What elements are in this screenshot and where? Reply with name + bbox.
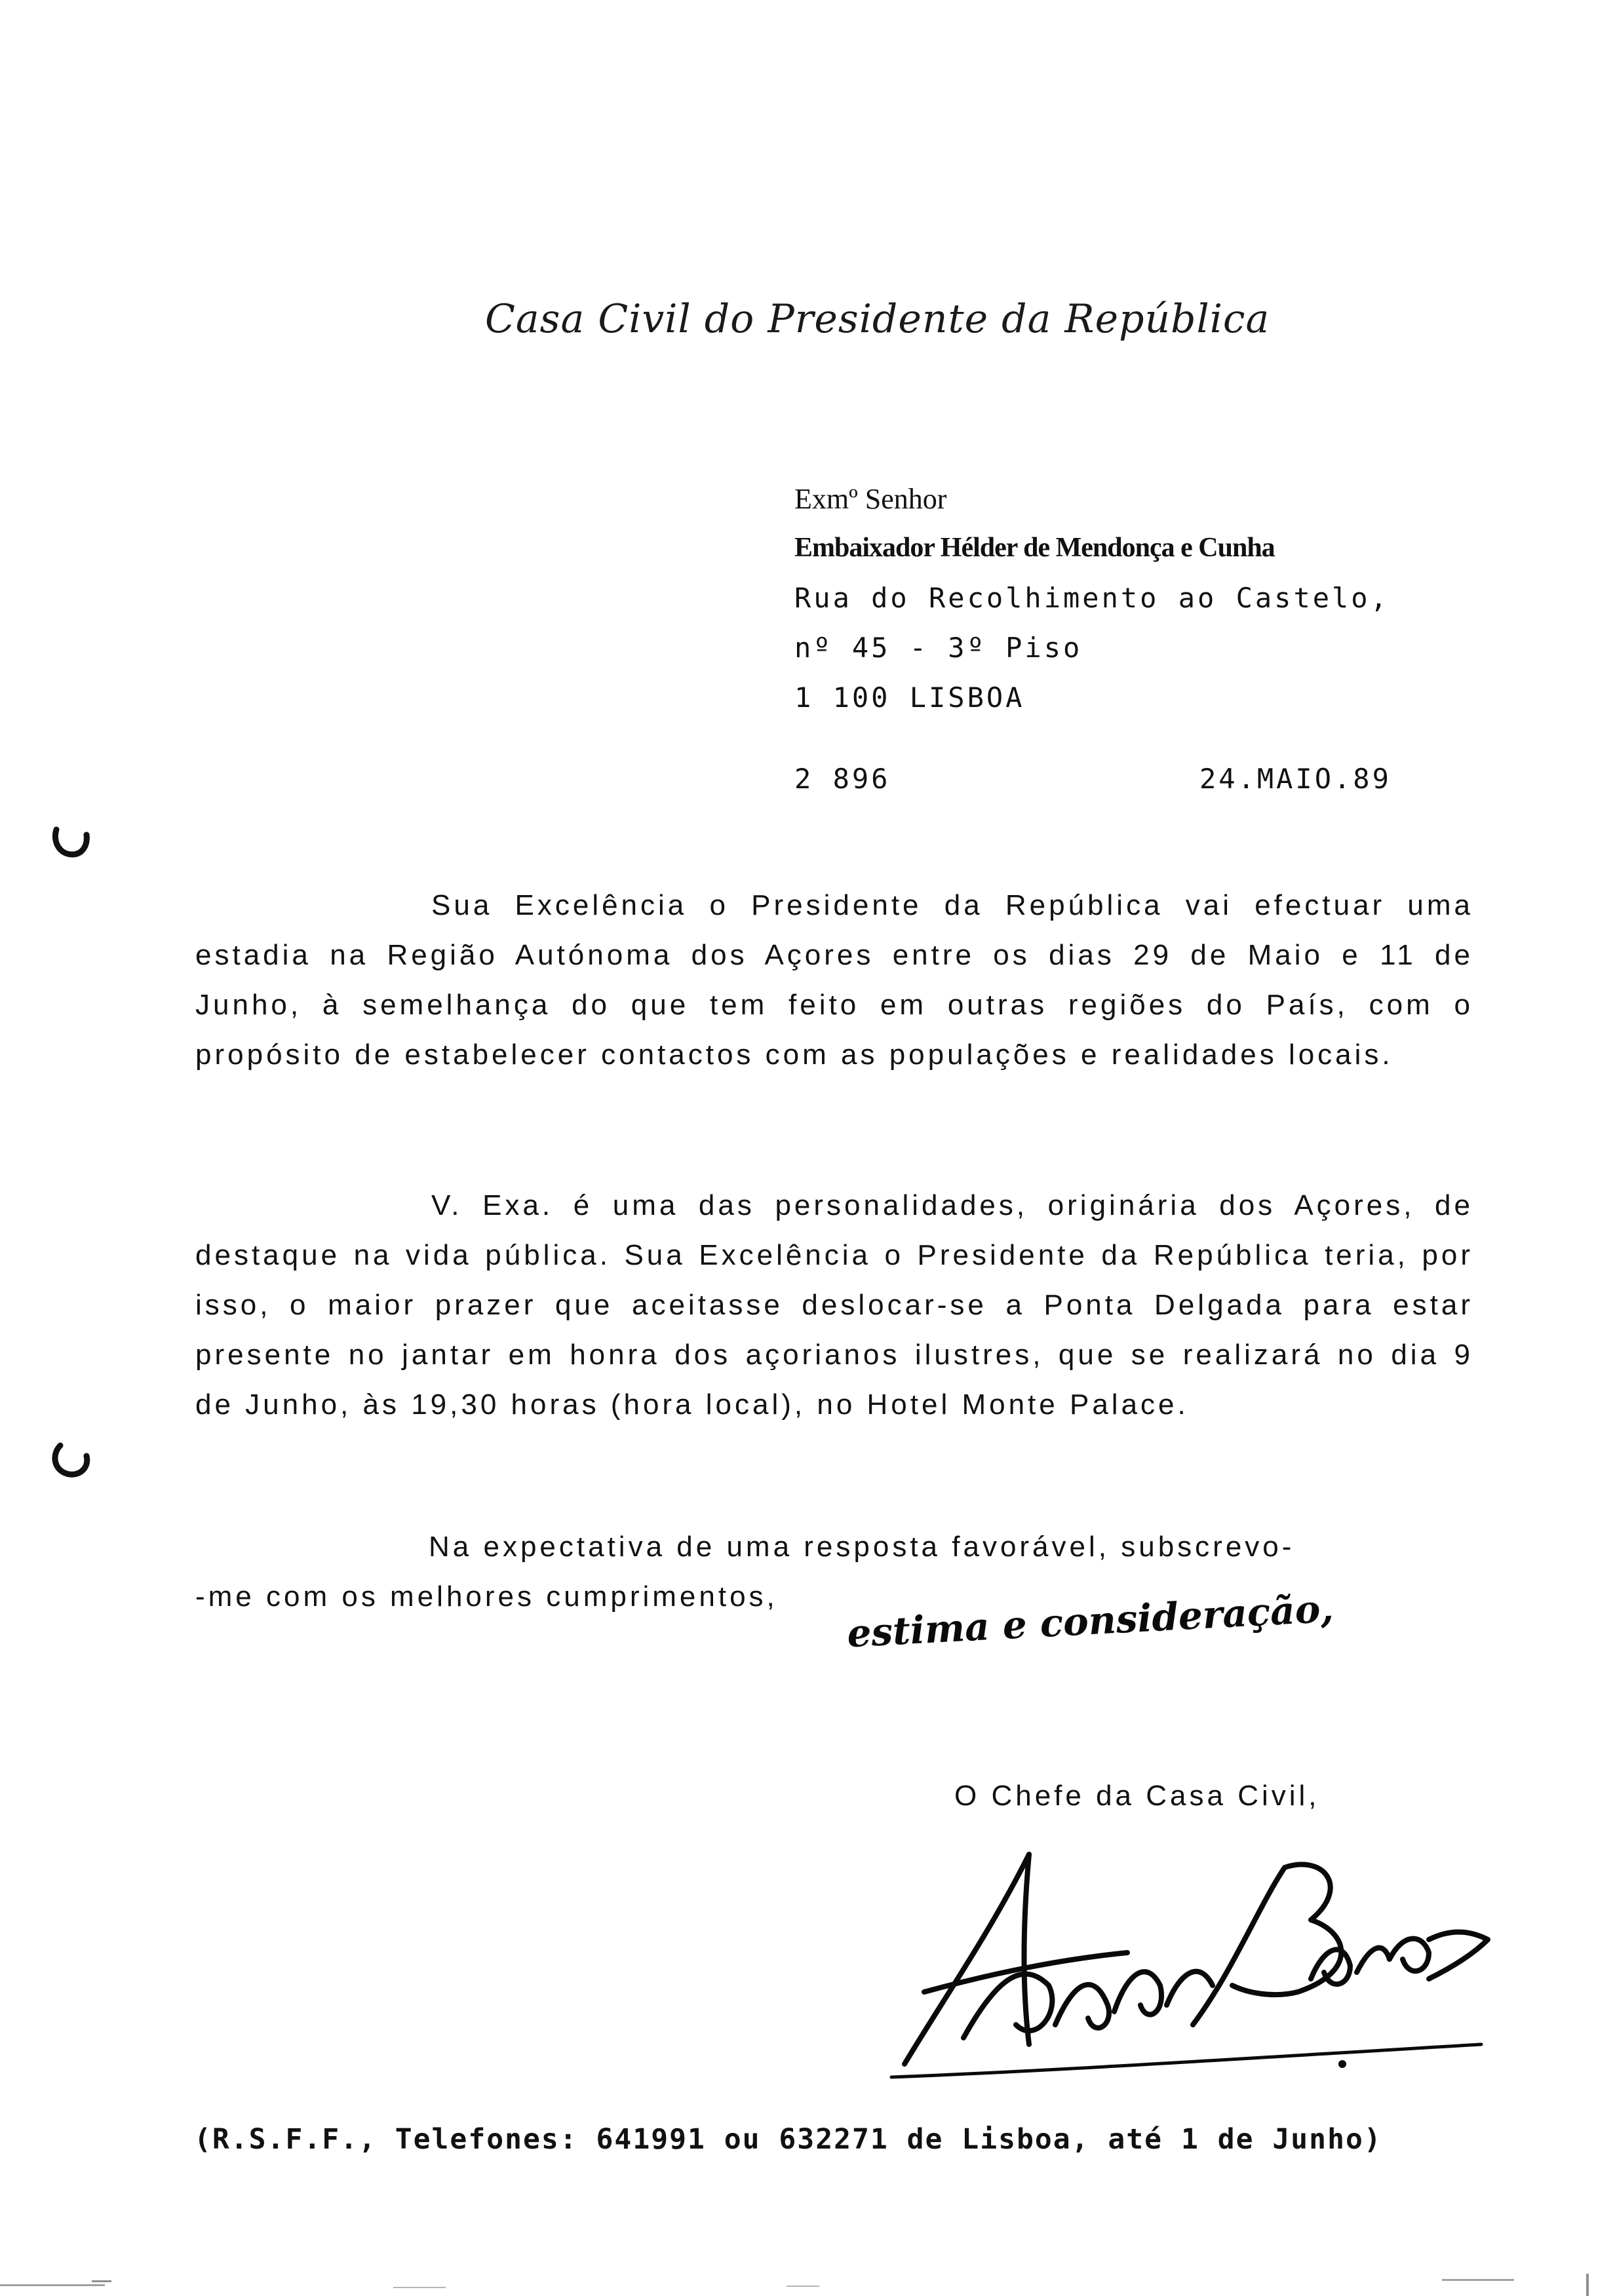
closing-title: O Chefe da Casa Civil, — [954, 1780, 1320, 1812]
paragraph-3-line-1: Na expectativa de uma resposta favorável, subscrevo- — [429, 1531, 1295, 1563]
recipient-salutation: Exmº Senhor — [794, 483, 947, 515]
punch-hole-mark — [51, 820, 90, 860]
paragraph-3-line-2: -me com os melhores cumprimentos, — [195, 1580, 778, 1613]
letter-date: 24.MAIO.89 — [1199, 763, 1391, 795]
signature — [865, 1828, 1494, 2103]
reference-number: 2 896 — [794, 763, 891, 795]
scan-noise — [0, 2274, 1615, 2296]
recipient-city: 1 100 LISBOA — [794, 681, 1025, 714]
handwritten-addition: estima e consideração, — [846, 1586, 1335, 1656]
footer-rsvp: (R.S.F.F., Telefones: 641991 ou 632271 de Lisboa, até 1 de Junho) — [194, 2123, 1382, 2156]
paragraph-1-text: Sua Excelência o Presidente da República vai efectuar uma estadia na Região Autónoma dos Açores entre os dias 29 de Maio e 11 de Junho, à semelhança do que tem feito em outras regiões do País, com o propósito de estabelecer contactos com as populações e realidades locais. — [195, 889, 1473, 1071]
recipient-name: Embaixador Hélder de Mendonça e Cunha — [794, 533, 1275, 563]
body-paragraph-2 — [195, 1181, 1473, 1430]
recipient-street: Rua do Recolhimento ao Castelo, — [794, 582, 1390, 614]
body-paragraph-1 — [195, 881, 1473, 1080]
recipient-number-floor: nº 45 - 3º Piso — [794, 632, 1083, 664]
paragraph-2-text: V. Exa. é uma das personalidades, originária dos Açores, de destaque na vida pública. Sua Excelência o Presidente da República teria, por isso, o maior prazer que aceitasse deslocar-se a Ponta Delgada para estar presente no jantar em honra dos açorianos ilustres, que se realizará no dia 9 de Junho, às 19,30 horas (hora local), no Hotel Monte Palace. — [195, 1189, 1473, 1421]
punch-hole-mark — [51, 1439, 90, 1478]
letterhead: Casa Civil do Presidente da República — [485, 296, 1270, 342]
